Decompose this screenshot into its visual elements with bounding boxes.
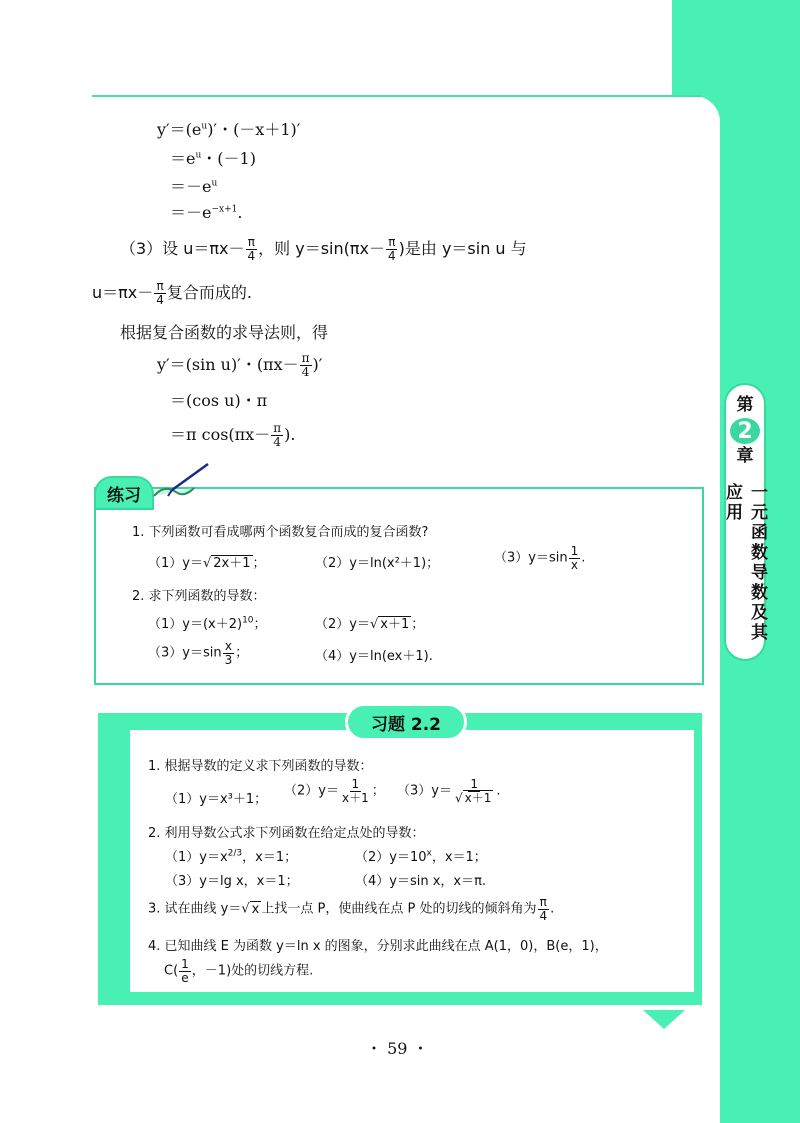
chapter-number: 2 <box>730 418 760 444</box>
homework-p4-cont: C( $\frac{1}{e}$ ，－1)处的切线方程. <box>164 957 314 985</box>
chapter-tab <box>724 383 766 661</box>
exercise-q2-4: （4）y＝ln(ex＋1). <box>315 649 433 664</box>
exercise-q1-1: （1）y＝√ 2x＋1 ； <box>148 556 266 571</box>
part3-continuation: u＝πx－ $\frac{\pi}{4}$ 复合而成的. <box>92 279 252 307</box>
homework-p1-3: （3）y＝ $\frac{1}{√ x+1}$ . <box>397 777 501 805</box>
exercise-header: 练习 <box>94 476 154 510</box>
header-rule <box>92 95 702 97</box>
chain-rule-text: 根据复合函数的求导法则，得 <box>120 323 329 342</box>
exercise-q2-1: $(1)y=(x+2)^{10}$； <box>148 615 267 632</box>
exercise-q1-2: （2）y＝ln(x²＋1)； <box>315 556 440 571</box>
derivation-line-1: y′＝(sin u)′・(πx－ $\frac{\pi}{4}$ )′ <box>157 351 323 379</box>
exercise-q1-3: （3）y＝sin $\frac{1}{x}$ . <box>494 544 586 572</box>
page-number: ・ 59 ・ <box>366 1039 429 1058</box>
chapter-title: 一元函数导数及其应用 <box>722 483 767 644</box>
exercise-q2-2: （2）y＝√ x＋1 ； <box>315 617 425 632</box>
pen-icon <box>150 462 212 502</box>
worked-line-3: $=-e^u$ <box>170 177 218 196</box>
homework-p4: 4. 已知曲线 E 为函数 y＝ln x 的图象，分别求此曲线在点 A(1，0)，B(e，1)， <box>148 939 608 954</box>
exercise-q1: 1. 下列函数可看成哪两个函数复合而成的复合函数? <box>132 525 429 540</box>
worked-line-4: $=-e^{-x+1}$. <box>170 203 243 222</box>
exercise-q2: 2. 求下列函数的导数： <box>132 589 266 604</box>
homework-p2-3: （3）y＝lg x，x＝1； <box>165 874 299 889</box>
homework-p1-1: （1）y＝x³＋1； <box>165 792 268 807</box>
worked-line-1: $y'=(e^u)'$・(－x＋1)′ <box>157 120 301 139</box>
exercise-q2-3: （3）y＝sin $\frac{x}{3}$ ； <box>148 639 249 667</box>
chapter-suffix: 章 <box>736 446 754 467</box>
chapter-prefix: 第 <box>736 395 754 415</box>
page-turn-marker <box>643 1010 685 1029</box>
derivation-line-3: ＝π cos(πx－ $\frac{\pi}{4}$ ). <box>170 421 296 449</box>
homework-p1: 1. 根据导数的定义求下列函数的导数： <box>148 759 373 774</box>
homework-p2-1: $(1)y=x^{2/3}$，x＝1； <box>165 848 298 865</box>
homework-p2: 2. 利用导数公式求下列函数在给定点处的导数： <box>148 826 425 841</box>
homework-p1-2: （2）y＝ $\frac{1}{x+1}$ ； <box>284 777 385 805</box>
homework-p3: 3. 试在曲线 y＝√ x 上找一点 P，使曲线在点 P 处的切线的倾斜角为 $\frac{\pi}{4}$ . <box>148 895 555 923</box>
worked-line-2: $=e^u$・(－1) <box>170 149 256 168</box>
derivation-line-2: ＝(cos u)・π <box>170 391 268 410</box>
homework-p2-2: $(2)y=10^x$，x＝1； <box>355 848 487 865</box>
homework-p2-4: （4）y＝sin x，x＝π. <box>355 874 487 889</box>
homework-title: 习题 2.2 <box>345 703 467 741</box>
part3-statement: （3）设 u＝πx－ $\frac{\pi}{4}$ ，则 y＝sin(πx－ $\frac{\pi}{4}$ )是由 y＝sin u 与 <box>120 235 527 263</box>
